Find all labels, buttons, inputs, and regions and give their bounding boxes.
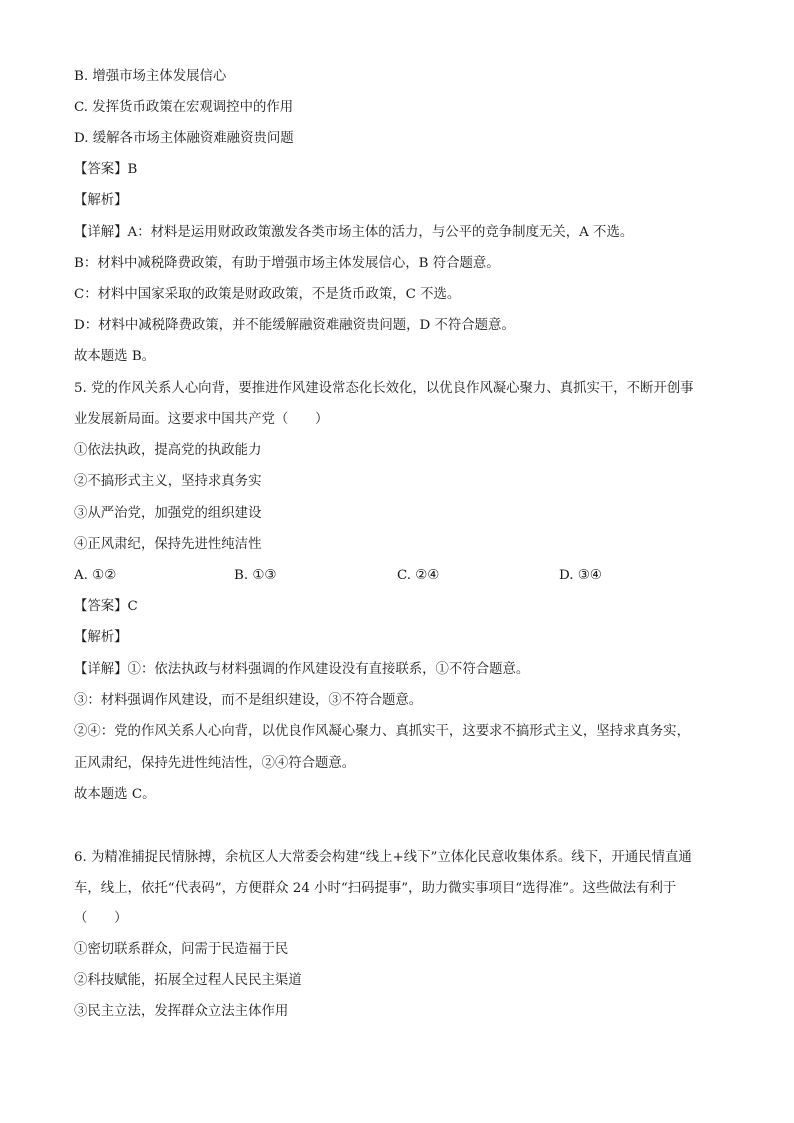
conclusion-line: 故本题选 B。 — [74, 349, 156, 364]
statement-item: ③民主立法，发挥群众立法主体作用 — [74, 1004, 289, 1019]
question-5-stem: 业发展新局面。这要求中国共产党（ ） — [74, 412, 329, 427]
option-b: B. ①③ — [234, 568, 277, 583]
conclusion-line: 故本题选 C。 — [74, 787, 156, 802]
statement-item: ②科技赋能，拓展全过程人民民主渠道 — [74, 973, 302, 988]
answer-label: 【答案】C — [74, 599, 138, 614]
analysis-label: 【解析】 — [74, 630, 128, 645]
option-b-text: B. 增强市场主体发展信心 — [74, 69, 227, 84]
statement-item: ④正风肃纪，保持先进性纯洁性 — [74, 537, 262, 552]
statement-item: ②不搞形式主义，坚持求真务实 — [74, 474, 262, 489]
explanation-line: 【详解】①：依法执政与材料强调的作风建设没有直接联系，①不符合题意。 — [74, 662, 530, 677]
statement-item: ③从严治党，加强党的组织建设 — [74, 506, 262, 521]
answer-label: 【答案】B — [74, 162, 138, 177]
explanation-line: B：材料中减税降费政策，有助于增强市场主体发展信心，B 符合题意。 — [74, 256, 500, 271]
option-c-text: C. 发挥货币政策在宏观调控中的作用 — [74, 100, 294, 115]
question-6-stem: 车，线上，依托“代表码”，方便群众 24 小时“扫码提事”，助力微实事项目“选得准”。这些做法有利于 — [74, 881, 677, 896]
explanation-line: D：材料中减税降费政策，并不能缓解融资难融资贵问题，D 不符合题意。 — [74, 318, 515, 333]
question-5-stem: 5. 党的作风关系人心向背，要推进作风建设常态化长效化，以优良作风凝心聚力、真抓实干，不断开创事 — [74, 381, 694, 396]
statement-item: ①依法执政，提高党的执政能力 — [74, 443, 262, 458]
explanation-line: C：材料中国家采取的政策是财政政策，不是货币政策，C 不选。 — [74, 287, 461, 302]
question-5-options — [74, 567, 734, 585]
option-c: C. ②④ — [397, 568, 440, 583]
option-d-text: D. 缓解各市场主体融资难融资贵问题 — [74, 131, 294, 146]
option-d: D. ③④ — [559, 568, 602, 583]
explanation-line: ③：材料强调作风建设，而不是组织建设，③不符合题意。 — [74, 693, 423, 708]
statement-item: ①密切联系群众，问需于民造福于民 — [74, 942, 289, 957]
explanation-line: ②④：党的作风关系人心向背，以优良作风凝心聚力、真抓实干，这要求不搞形式主义，坚持求真务实， — [74, 724, 690, 739]
explanation-line: 正风肃纪，保持先进性纯洁性，②④符合题意。 — [74, 756, 356, 771]
option-a: A. ①② — [74, 568, 117, 583]
question-6-stem: 6. 为精准捕捉民情脉搏，余杭区人大常委会构建“线上+线下”立体化民意收集体系。线下，开通民情直通 — [74, 850, 692, 865]
analysis-label: 【解析】 — [74, 193, 128, 208]
explanation-line: 【详解】A：材料是运用财政政策激发各类市场主体的活力，与公平的竞争制度无关，A 不选。 — [74, 225, 634, 240]
question-6-stem: （ ） — [74, 911, 128, 926]
